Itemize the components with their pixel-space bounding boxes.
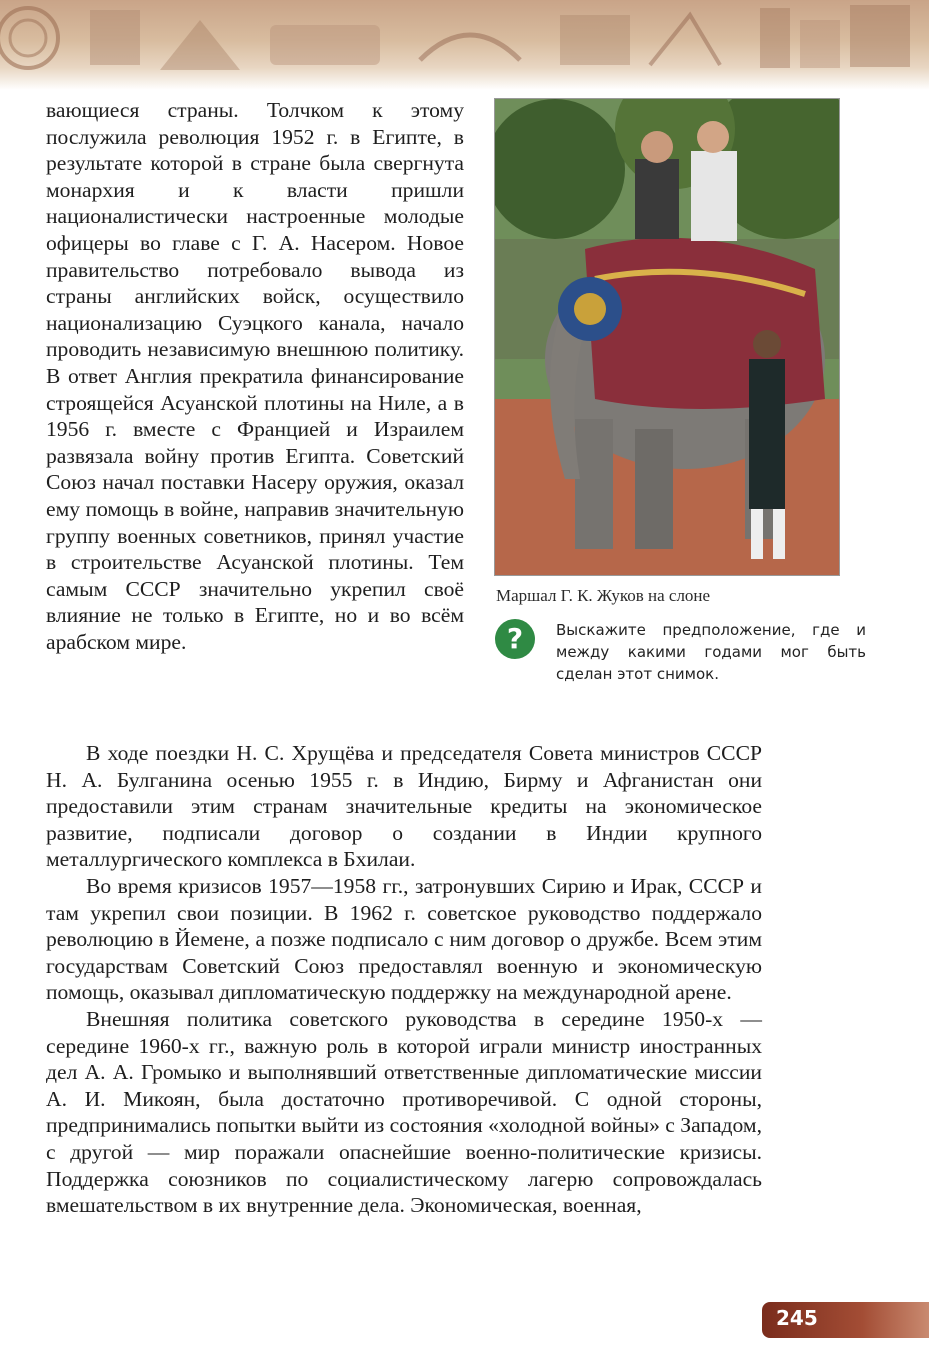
page-number-tab	[762, 1302, 929, 1338]
question-text: Выскажите предположение, где и между какими годами мог быть сделан этот снимок.	[556, 621, 866, 683]
main-text	[46, 740, 762, 1219]
column-paragraph	[46, 97, 464, 655]
photo-zhukov-elephant	[494, 98, 840, 576]
paragraph: Во время кризисов 1957—1958 гг., затронувших Сирию и Ирак, СССР и там укрепил свои позиции. В 1962 г. советское руководство поддержало революцию в Йемене, а позже подписало с ним договор о дружбе. Всем этим государствам Советский Союз предоставлял военную и экономическую помощь, оказывал дипломатическую поддержку на международной арене.	[46, 873, 762, 1005]
question-icon: ?	[495, 619, 535, 659]
paragraph: Внешняя политика советского руководства в середине 1950-х — середине 1960-х гг., важную роль в которой играли министр иностранных дел А. А. Громыко и выполнявший ответственные дипломатические миссии А. И. Микоян, была достаточно противоречивой. С одной стороны, предпринимались попытки выйти из состояния «холодной войны» с Западом, с другой — мир поражали опаснейшие военно-политические кризисы. Поддержка союзников по социалистическому лагерю сопровождалась вмешательством в их внутренние дела. Экономическая, военная,	[46, 1006, 762, 1218]
paragraph: В ходе поездки Н. С. Хрущёва и председателя Совета министров СССР Н. А. Булганина осенью 1955 г. в Индию, Бирму и Афганистан они предоставили этим странам значительные кредиты на экономическое развитие, подписали договор о создании в Индии крупного металлургического комплекса в Бхилаи.	[46, 741, 762, 872]
page-number: 245	[776, 1306, 818, 1330]
photo-caption: Маршал Г. К. Жуков на слоне	[496, 586, 711, 605]
column-paragraph-text: вающиеся страны. Толчком к этому послужила революция 1952 г. в Египте, в результате которой в стране была свергнута монархия и к власти пришли националистически настроенные молодые офицеры во главе с Г. А. Насером. Новое правительство потребовало вывода из страны английских войск, осуществило национализацию Суэцкого канала, начало проводить независимую внешнюю политику. В ответ Англия прекратила финансирование строящейся Асуанской плотины на Ниле, а в 1956 г. вместе с Францией и Израилем развязала войну против Египта. Советский Союз начал поставки Насеру оружия, оказал ему помощь в войне, направив значительную группу военных советников, принял участие в строительстве Асуанской плотины. Тем самым СССР значительно укрепил своё влияние не только в Египте, но и во всём арабском мире.	[46, 98, 464, 654]
decorative-header-banner	[0, 0, 929, 90]
